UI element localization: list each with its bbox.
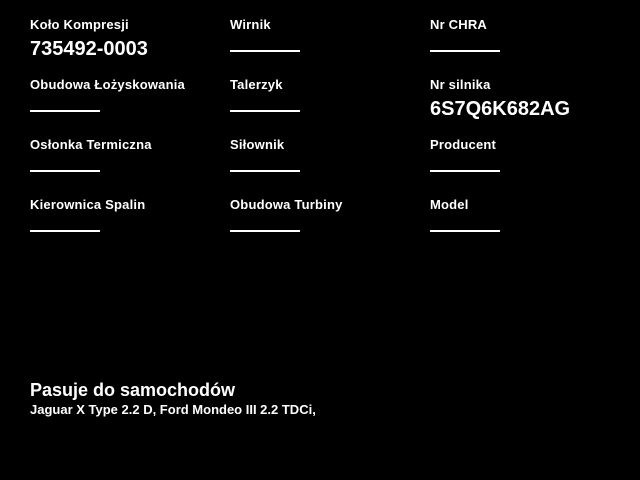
field-value-engine-number: 6S7Q6K682AG — [430, 98, 571, 120]
field-silownik — [230, 137, 430, 197]
field-model — [430, 197, 630, 257]
field-kolo-kompresji — [30, 17, 230, 77]
field-label: Obudowa Turbiny — [230, 197, 343, 212]
field-label: Wirnik — [230, 17, 271, 32]
field-label: Talerzyk — [230, 77, 283, 92]
field-label: Obudowa Łożyskowania — [30, 77, 185, 92]
field-wirnik — [230, 17, 430, 77]
field-obudowa-turbiny — [230, 197, 430, 257]
field-kierownica-spalin — [30, 197, 230, 257]
field-nr-silnika — [430, 77, 630, 137]
empty-value-line — [230, 50, 300, 52]
field-label: Osłonka Termiczna — [30, 137, 152, 152]
field-label: Nr CHRA — [430, 17, 488, 32]
empty-value-line — [430, 50, 500, 52]
field-nr-chra — [430, 17, 630, 77]
field-value-part-number: 735492-0003 — [30, 38, 148, 60]
field-label: Nr silnika — [430, 77, 491, 92]
empty-value-line — [230, 170, 300, 172]
empty-value-line — [30, 110, 100, 112]
empty-value-line — [430, 230, 500, 232]
empty-value-line — [30, 230, 100, 232]
field-oslonka-termiczna — [30, 137, 230, 197]
field-label: Model — [430, 197, 469, 212]
field-label: Kierownica Spalin — [30, 197, 146, 212]
empty-value-line — [30, 170, 100, 172]
empty-value-line — [230, 230, 300, 232]
compatibility-car-list: Jaguar X Type 2.2 D, Ford Mondeo III 2.2 TDCi, — [30, 402, 316, 417]
field-label: Producent — [430, 137, 497, 152]
empty-value-line — [230, 110, 300, 112]
compatibility-section — [30, 379, 316, 418]
empty-value-line — [430, 170, 500, 172]
spec-grid — [30, 17, 630, 257]
compatibility-heading: Pasuje do samochodów — [30, 380, 236, 400]
field-obudowa-lozyskowania — [30, 77, 230, 137]
field-talerzyk — [230, 77, 430, 137]
field-producent — [430, 137, 630, 197]
field-label: Koło Kompresji — [30, 17, 129, 32]
field-label: Siłownik — [230, 137, 285, 152]
